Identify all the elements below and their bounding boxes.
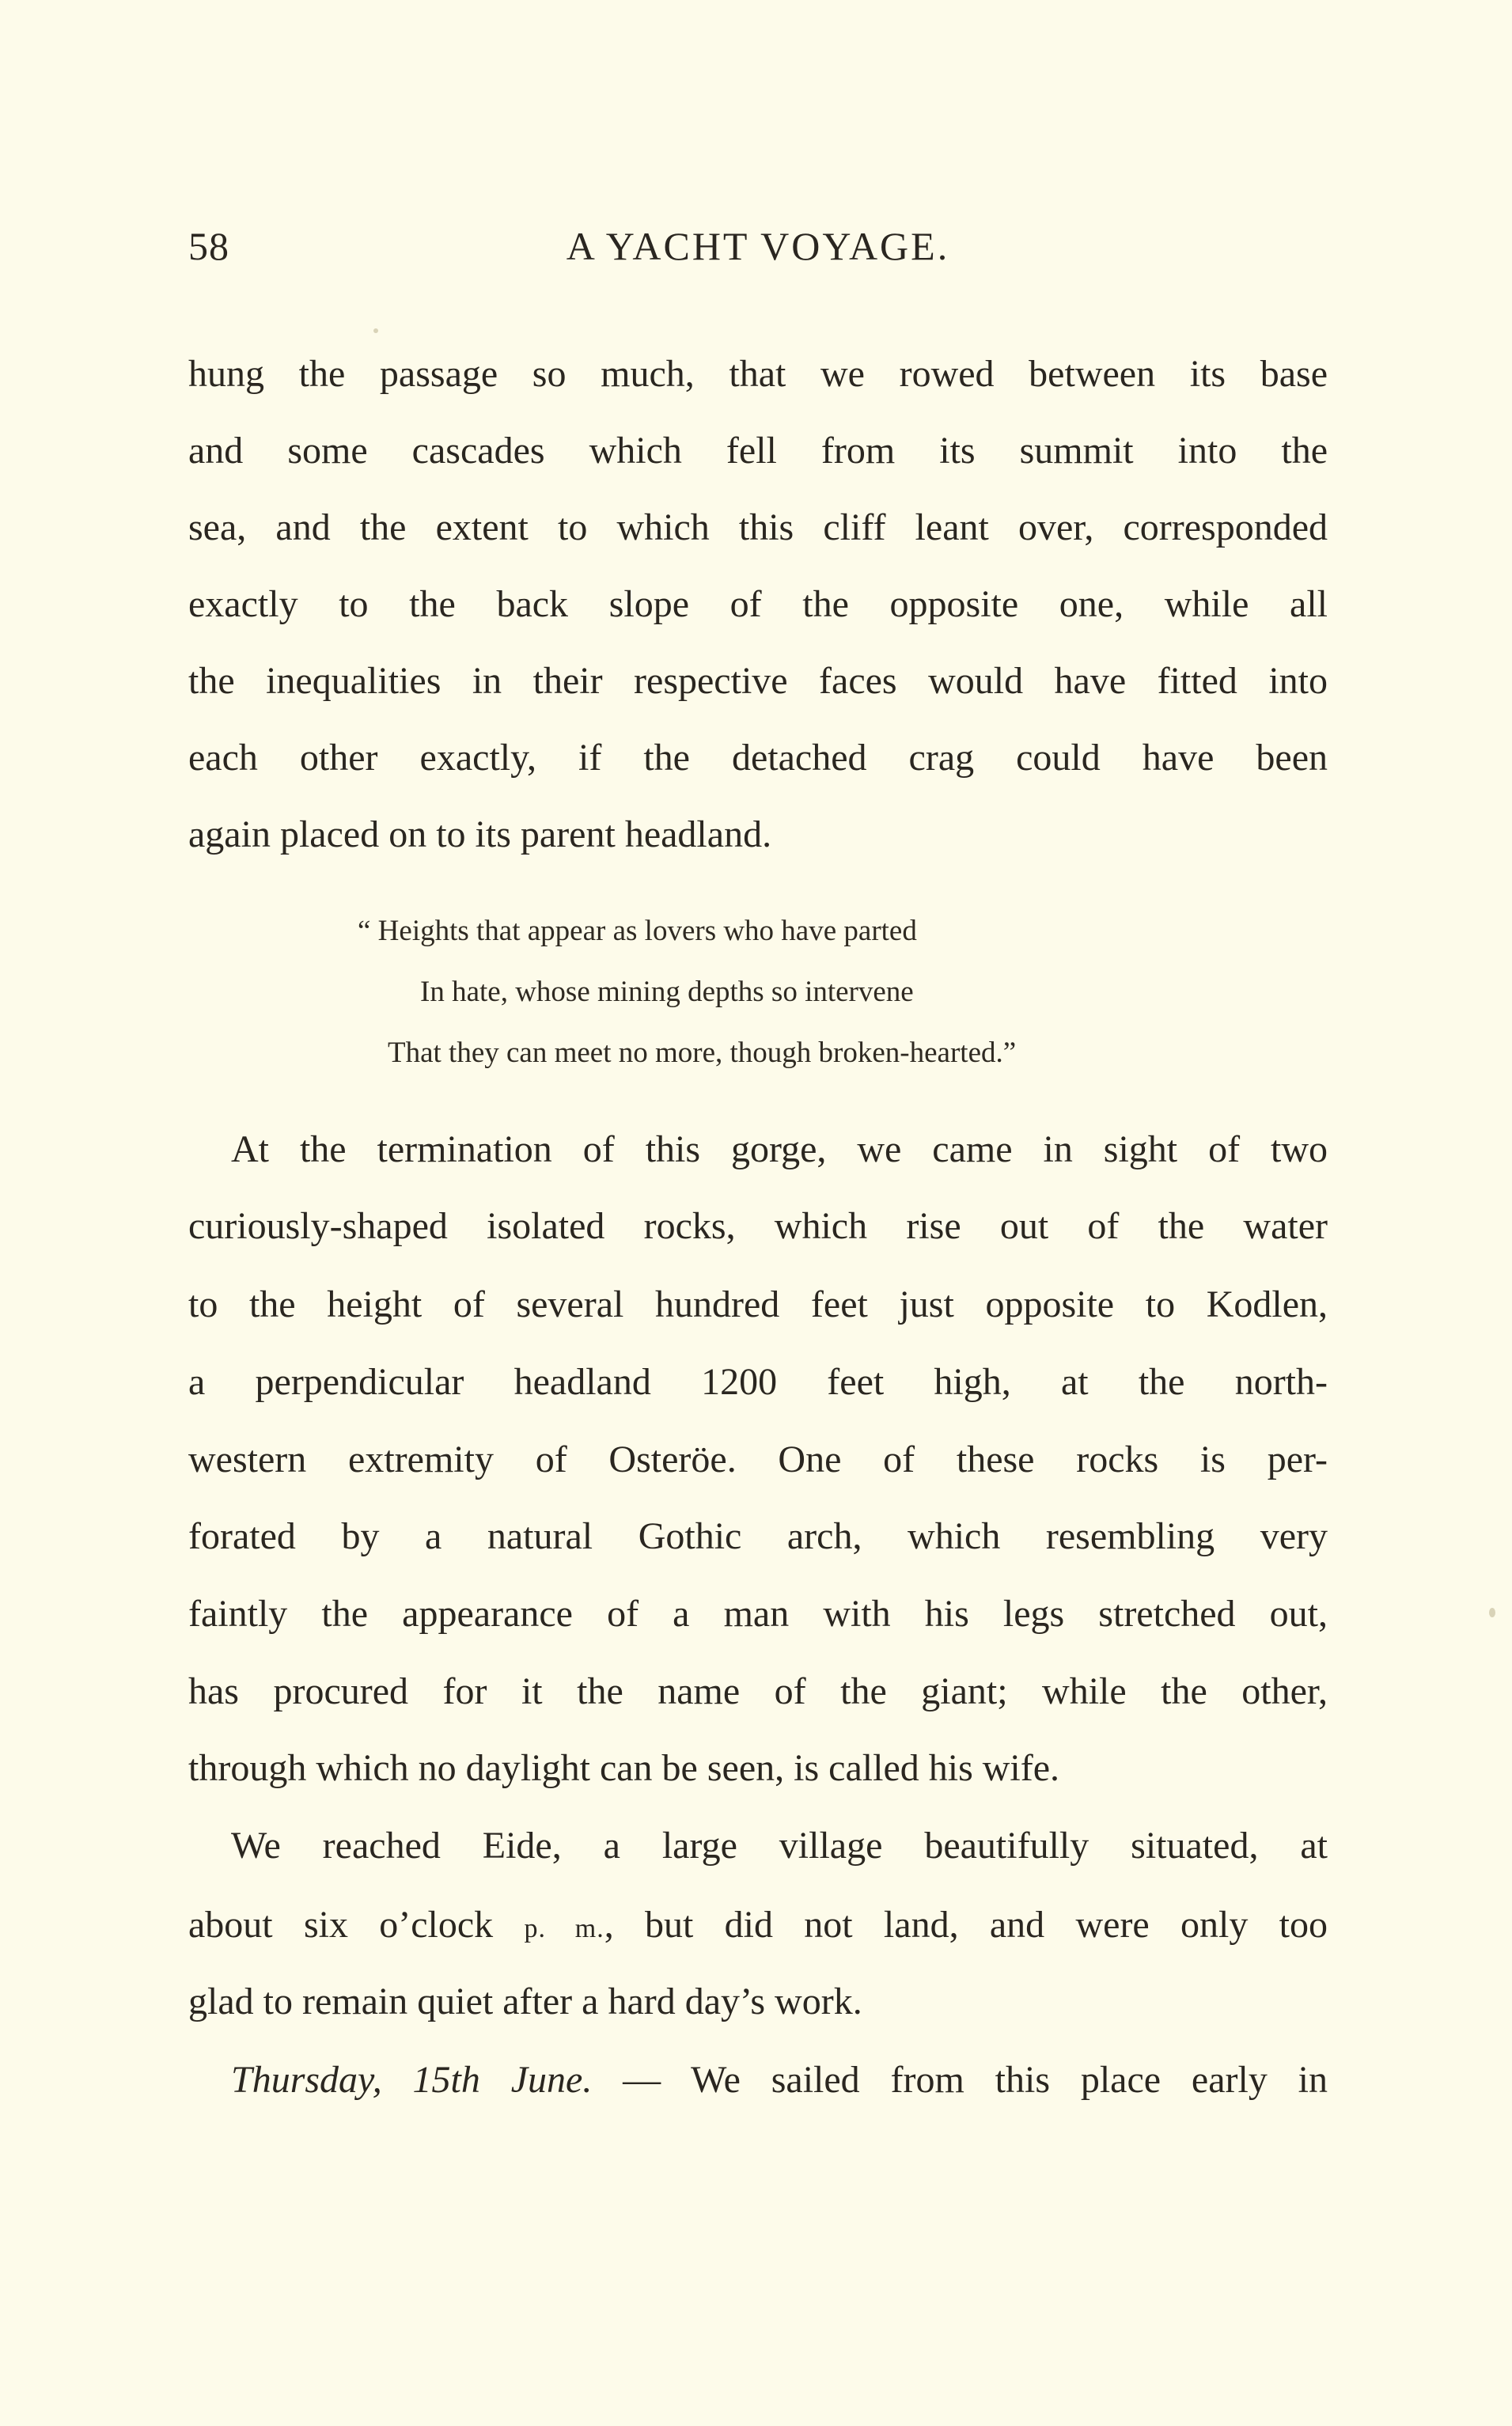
paragraph3-line-1: We reached Eide, a large village beautifully situated, at <box>231 1825 1328 1867</box>
paragraph1-line-3: sea, and the extent to which this cliff leant over, corresponded <box>188 506 1328 548</box>
paragraph2-line-5: western extremity of Osteröe. One of these rocks is per- <box>188 1439 1328 1480</box>
quotation-line-2: In hate, whose mining depths so intervene <box>420 976 914 1008</box>
paragraph1-line-6: each other exactly, if the detached crag could have been <box>188 737 1328 779</box>
paragraph2-line-7: faintly the appearance of a man with his legs stretched out, <box>188 1593 1328 1635</box>
paragraph2-line-2: curiously-shaped isolated rocks, which rise out of the water <box>188 1205 1328 1247</box>
paragraph3-line-2-end: , but did not land, and were only too <box>604 1904 1328 1946</box>
paragraph4-line-1 <box>231 2053 1328 2108</box>
time-abbreviation: p. m. <box>524 1914 604 1943</box>
paragraph1-line-7: again placed on to its parent headland. <box>188 813 772 855</box>
paragraph3-line-3: glad to remain quiet after a hard day’s work. <box>188 1981 862 2022</box>
paragraph1-line-4: exactly to the back slope of the opposite one, while all <box>188 583 1328 625</box>
running-head <box>188 223 1328 279</box>
paper-speck <box>1489 1608 1495 1617</box>
paragraph1-line-1: hung the passage so much, that we rowed between its base <box>188 353 1328 395</box>
quotation-line-3: That they can meet no more, though broken-hearted.” <box>388 1037 1017 1069</box>
paragraph2-line-6: forated by a natural Gothic arch, which resembling very <box>188 1515 1328 1557</box>
paragraph1-line-2: and some cascades which fell from its summit into the <box>188 430 1328 472</box>
quotation-line-1: “ Heights that appear as lovers who have parted <box>358 915 917 947</box>
paragraph2-line-1: At the termination of this gorge, we came in sight of two <box>231 1128 1328 1170</box>
paragraph2-line-9: through which no daylight can be seen, is called his wife. <box>188 1747 1060 1789</box>
date-weekday: Thursday, <box>231 2059 382 2101</box>
paragraph2-line-4: a perpendicular headland 1200 feet high, at the north- <box>188 1361 1328 1403</box>
page-number: 58 <box>188 224 229 268</box>
paper-speck <box>373 328 378 333</box>
paragraph1-line-5: the inequalities in their respective faces would have fitted into <box>188 660 1328 702</box>
date-day-month: 15th June. <box>381 2059 593 2101</box>
paragraph3-line-2 <box>188 1897 1328 1953</box>
paragraph2-line-3: to the height of several hundred feet just opposite to Kodlen, <box>188 1283 1328 1325</box>
paragraph3-line-2-start: about six o’clock <box>188 1904 525 1946</box>
running-title: A YACHT VOYAGE. <box>566 224 950 268</box>
paragraph2-line-8: has procured for it the name of the giant; while the other, <box>188 1670 1328 1712</box>
paragraph4-text: — We sailed from this place early in <box>592 2059 1328 2101</box>
